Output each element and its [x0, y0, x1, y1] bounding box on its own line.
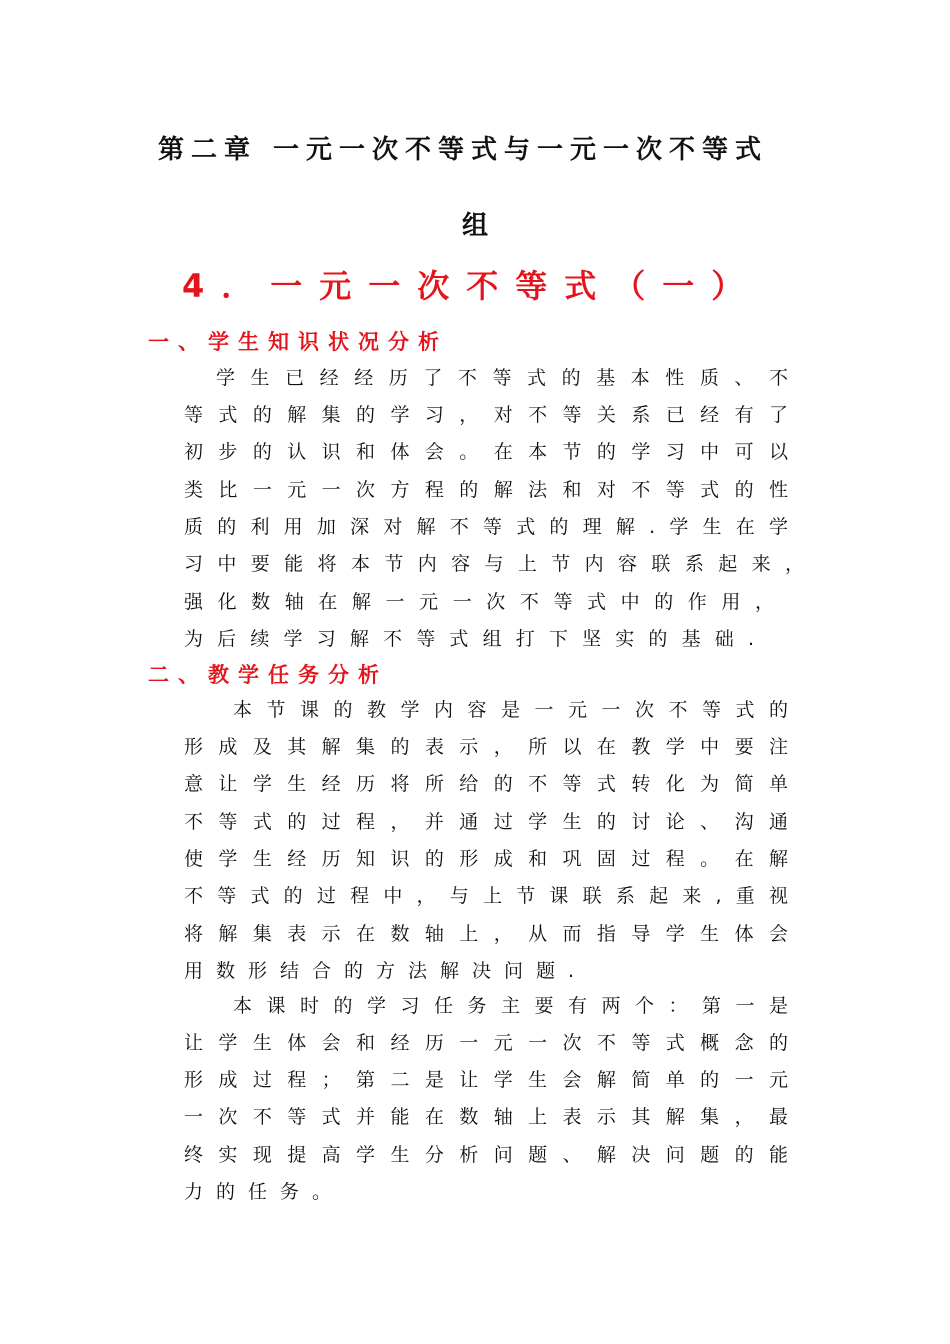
section-heading-student-analysis: 一、学生知识状况分析	[148, 330, 448, 354]
section-heading-task-analysis: 二、教学任务分析	[148, 663, 388, 687]
paragraph-line: 不等式的过程，并通过学生的讨论、沟通	[184, 811, 788, 833]
paragraph-line: 终实现提高学生分析问题、解决问题的能	[184, 1144, 788, 1166]
paragraph-line: 将解集表示在数轴上，从而指导学生体会	[184, 923, 788, 945]
paragraph-line: 形成过程；第二是让学生会解简单的一元	[184, 1069, 788, 1091]
chapter-title: 第二章 一元一次不等式与一元一次不等式	[158, 135, 769, 165]
paragraph-line: 不等式的过程中，与上节课联系起来,重视	[184, 885, 788, 907]
paragraph-line: 学生已经经历了不等式的基本性质、不	[216, 367, 788, 389]
lesson-title: 4．一元一次不等式（一）	[182, 267, 761, 305]
paragraph-line: 意让学生经历将所给的不等式转化为简单	[184, 773, 788, 795]
paragraph-line: 习中要能将本节内容与上节内容联系起来，	[184, 553, 804, 575]
paragraph-line: 一次不等式并能在数轴上表示其解集，最	[184, 1106, 788, 1128]
paragraph-line: 让学生体会和经历一元一次不等式概念的	[184, 1032, 788, 1054]
paragraph-line: 强化数轴在解一元一次不等式中的作用，	[184, 591, 774, 613]
paragraph-line: 本节课的教学内容是一元一次不等式的	[233, 699, 788, 721]
paragraph-line: 质的利用加深对解不等式的理解.学生在学	[184, 516, 788, 538]
paragraph-line: 使学生经历知识的形成和巩固过程。在解	[184, 848, 788, 870]
paragraph-line: 形成及其解集的表示，所以在教学中要注	[184, 736, 788, 758]
paragraph-line: 初步的认识和体会。在本节的学习中可以	[184, 441, 788, 463]
paragraph-line: 等式的解集的学习，对不等关系已经有了	[184, 404, 788, 426]
chapter-title-continuation: 组	[461, 211, 488, 241]
paragraph-line: 为后续学习解不等式组打下坚实的基础.	[184, 628, 754, 650]
paragraph-line: 用数形结合的方法解决问题.	[184, 960, 588, 982]
paragraph-line: 本课时的学习任务主要有两个：第一是	[233, 995, 788, 1017]
paragraph-line: 类比一元一次方程的解法和对不等式的性	[184, 479, 788, 501]
paragraph-line: 力的任务。	[184, 1181, 345, 1203]
